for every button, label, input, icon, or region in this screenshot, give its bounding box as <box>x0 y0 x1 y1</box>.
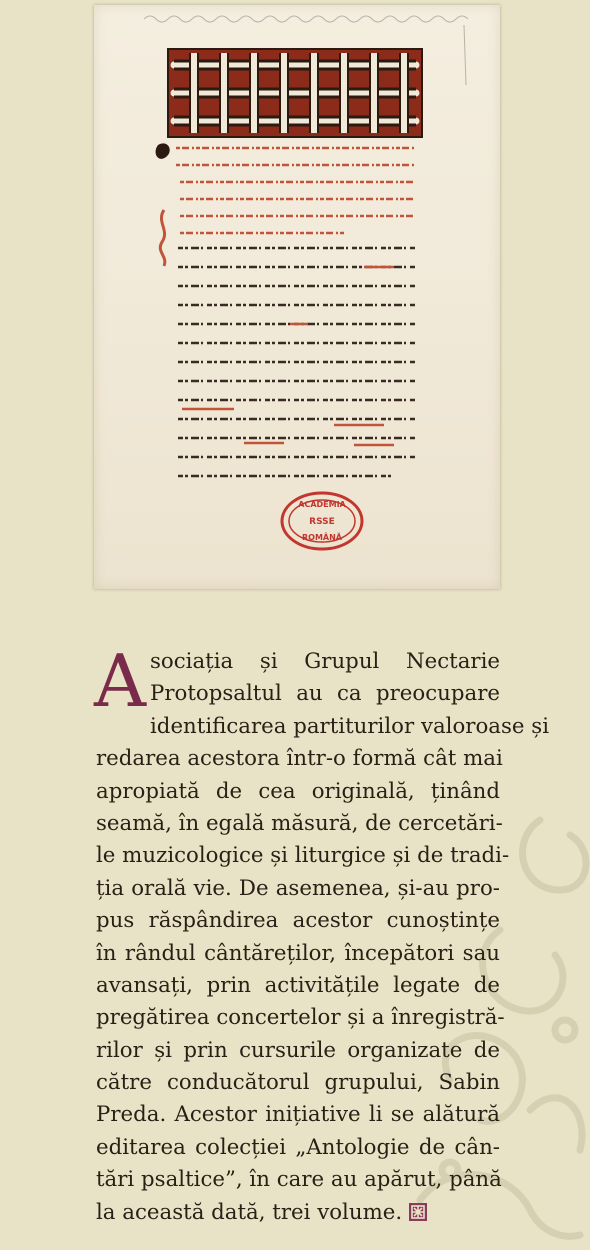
text-line: editarea colecției „Antologie de cân- <box>96 1134 500 1160</box>
text-line: în rândul cântăreților, începători sau <box>96 940 500 966</box>
text-line: seamă, în egală măsură, de cercetări- <box>96 810 503 836</box>
svg-text:ACADEMIA: ACADEMIA <box>298 500 346 509</box>
square-knot-ornament-icon <box>408 1202 428 1222</box>
final-text: la această dată, trei volume. <box>96 1199 403 1225</box>
text-line: sociația și Grupul Nectarie <box>150 649 500 674</box>
text-line: pregătirea concertelor și a înregistră- <box>96 1005 505 1031</box>
text-line: redarea acestora într-o formă cât mai <box>96 746 503 772</box>
svg-text:ROMÂNĂ: ROMÂNĂ <box>302 533 342 542</box>
text-line: avansați, prin activitățile legate de <box>96 972 500 998</box>
ornament-headpiece <box>168 49 422 137</box>
svg-text:RSSE: RSSE <box>309 517 335 527</box>
text-line: ția orală vie. De asemenea, și-au pro- <box>96 875 500 901</box>
text-line: identificarea partiturilor valoroase și <box>150 713 550 739</box>
article-body <box>94 639 550 1229</box>
text-line: către conducătorul grupului, Sabin <box>96 1070 500 1096</box>
text-line: rilor și prin cursurile organizate de <box>96 1037 500 1063</box>
manuscript-photo <box>94 5 500 589</box>
library-stamp <box>282 493 362 549</box>
text-line: Protopsaltul au ca preocupare <box>150 681 500 707</box>
text-line: Preda. Acestor inițiative li se alătură <box>96 1102 500 1128</box>
drop-cap: A <box>94 639 146 723</box>
text-line: le muzicologice și liturgice și de tradi- <box>96 843 510 869</box>
text-line: pus răspândirea acestor cunoștințe <box>96 908 500 934</box>
text-line-last <box>96 1197 500 1229</box>
text-line: tări psaltice”, în care au apărut, până <box>96 1167 502 1193</box>
text-line: apropiată de cea originală, ținând <box>96 778 500 804</box>
